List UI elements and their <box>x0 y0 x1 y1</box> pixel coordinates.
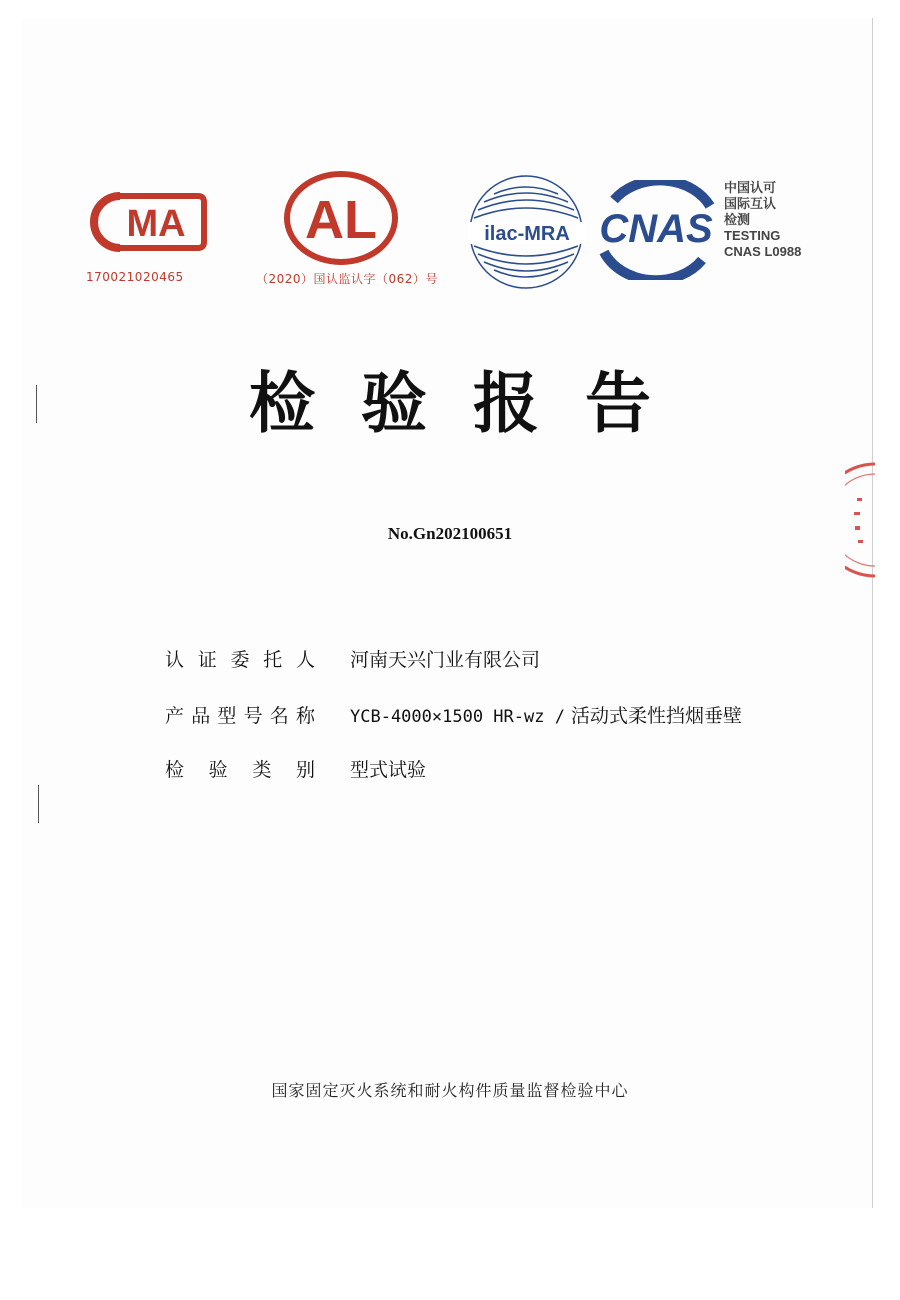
cnas-line: 国际互认 <box>724 196 777 211</box>
report-number: No.Gn202100651 <box>387 524 513 543</box>
report-title: 检验报告 <box>249 365 697 442</box>
cal-logo <box>283 168 403 268</box>
category-label: 检 验 类 别 <box>165 759 315 781</box>
cma-letters: MA <box>126 203 186 245</box>
cnas-line: CNAS L0988 <box>724 244 802 259</box>
cnas-line: TESTING <box>724 228 781 243</box>
ilac-text: ilac-MRA <box>484 223 570 245</box>
client-value: 河南天兴门业有限公司 <box>350 649 541 671</box>
cnas-line: 中国认可 <box>724 180 777 195</box>
page-edge <box>872 18 873 1208</box>
issuing-organization: 国家固定灭火系统和耐火构件质量监督检验中心 <box>271 1081 629 1100</box>
cnas-logo <box>592 180 722 280</box>
cnas-recognition-text <box>724 180 801 260</box>
cma-number: 170021020465 <box>86 270 184 284</box>
client-label: 认 证 委 托 人 <box>165 649 315 671</box>
cal-caption: （2020）国认监认字（062）号 <box>256 272 438 286</box>
ilac-mra-logo <box>464 170 590 294</box>
product-value <box>350 701 742 728</box>
product-model-code: YCB-4000×1500 HR-wz / <box>350 707 565 727</box>
seal-stamp <box>845 460 875 584</box>
cma-logo <box>80 188 210 256</box>
product-label: 产 品 型 号 名 称 <box>165 705 315 727</box>
margin-mark <box>38 785 39 823</box>
category-value: 型式试验 <box>350 759 427 781</box>
cal-letters: AL <box>305 190 377 250</box>
product-name: 活动式柔性挡烟垂壁 <box>570 705 742 727</box>
cnas-letters: CNAS <box>599 207 713 251</box>
cnas-line: 检测 <box>724 212 751 227</box>
